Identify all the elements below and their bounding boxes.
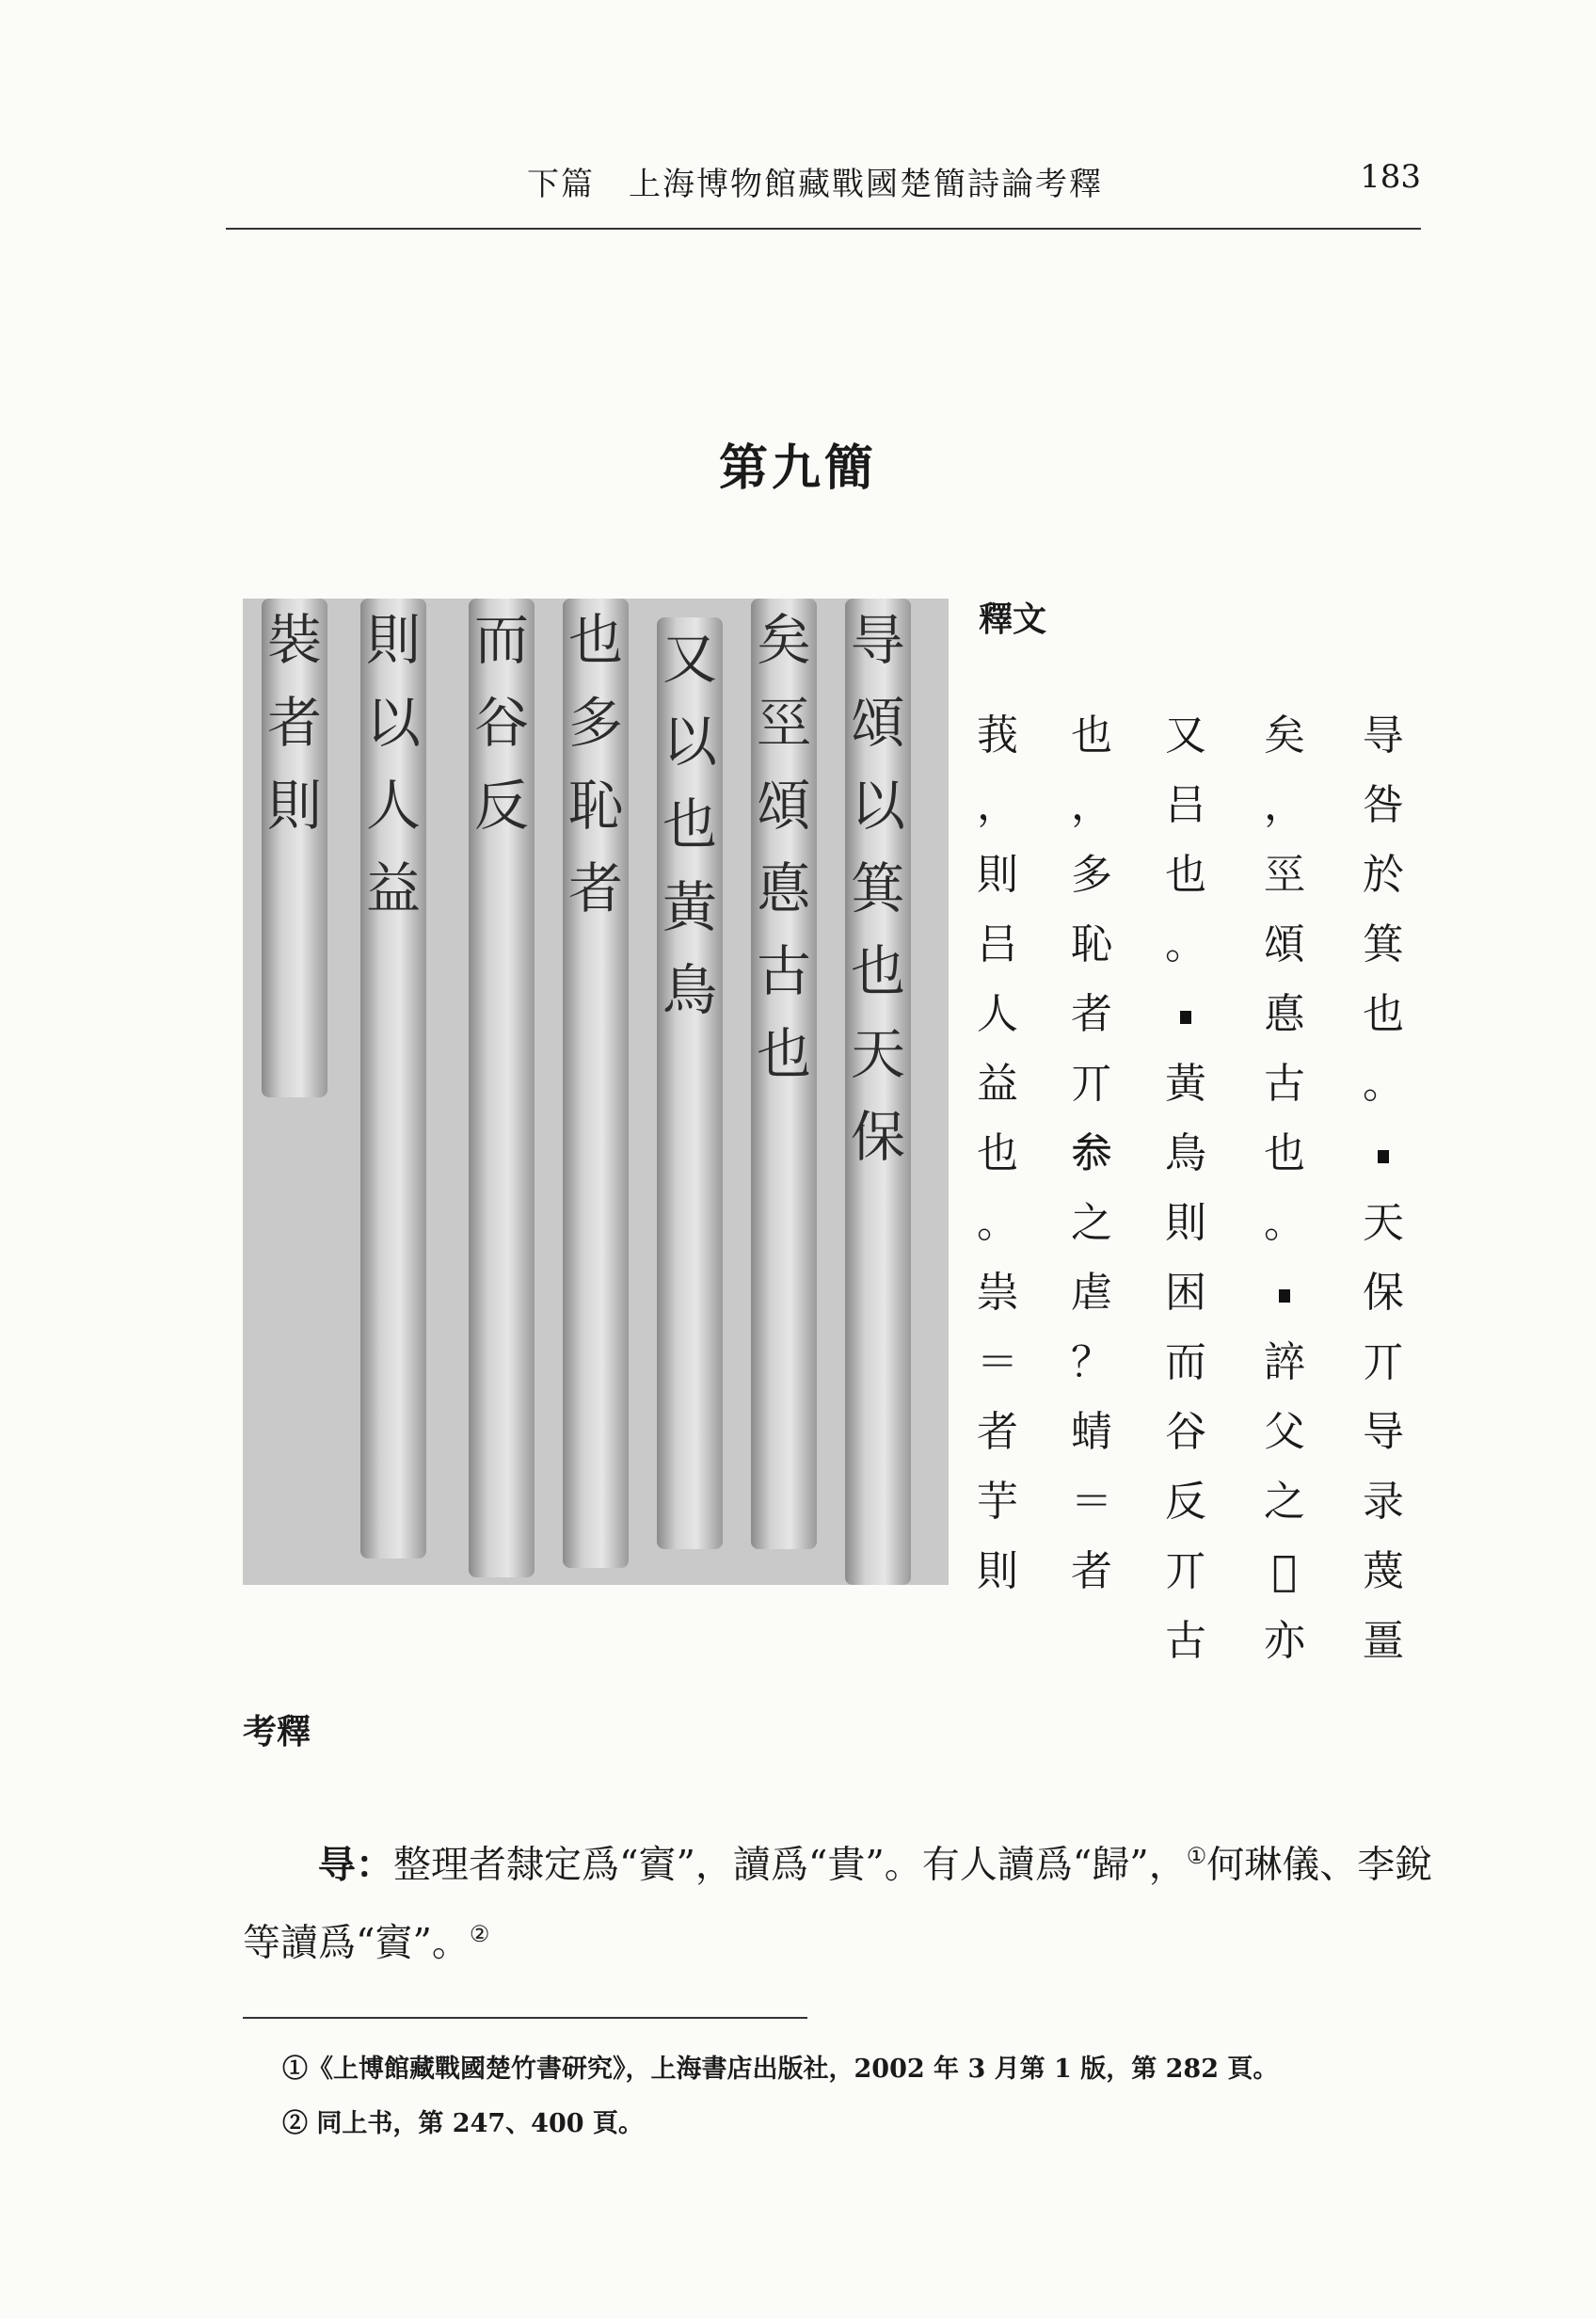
transcription-char: ， [977, 781, 1018, 829]
transcription-char: 父 [1264, 1408, 1305, 1456]
transcription-char: 吕 [977, 920, 1018, 968]
transcription-char: 录 [1363, 1478, 1404, 1526]
transcription-char: 恥 [1071, 920, 1112, 968]
transcription-char: 虐 [1071, 1269, 1112, 1317]
transcription-char: 𠫵 [1071, 1129, 1112, 1177]
transcription-char: 保 [1363, 1269, 1404, 1317]
transcription-char: 也 [977, 1129, 1018, 1177]
transcription-char: 者 [1071, 990, 1112, 1038]
slip-inscription: 裝 者 則 [266, 608, 322, 838]
transcription-char: 丌 [1363, 1338, 1404, 1386]
footnote-rule [243, 2017, 807, 2019]
transcription-char: 鳥 [1165, 1129, 1206, 1177]
commentary-heading: 考釋 [243, 1713, 311, 1751]
transcription-char: ＝ [977, 1338, 1018, 1386]
transcription-char: 者 [1071, 1547, 1112, 1595]
transcription-char: 蔑 [1363, 1547, 1404, 1595]
transcription-char: 莪 [977, 712, 1018, 760]
transcription-char: 亦 [1264, 1617, 1305, 1665]
transcription-char: 悳 [1264, 990, 1305, 1038]
transcription-char: 箕 [1363, 920, 1404, 968]
transcription-char: 則 [1165, 1199, 1206, 1247]
transcription-char: 又 [1165, 712, 1206, 760]
transcription-char: 而 [1165, 1338, 1206, 1386]
slip-inscription: 也 多 恥 者 [567, 608, 623, 920]
transcription-char: 谷 [1165, 1408, 1206, 1456]
transcription-char: 益 [977, 1060, 1018, 1108]
transcription-char: 天 [1363, 1199, 1404, 1247]
bamboo-slip [360, 599, 426, 1559]
transcription-char: 則 [977, 851, 1018, 899]
transcription-char: 反 [1165, 1478, 1206, 1526]
footnote-2: ② 同上书，第 247、400 頁。 [282, 2109, 644, 2138]
transcription-char: 誶 [1264, 1338, 1305, 1386]
transcription-char: ， [1264, 781, 1305, 829]
transcription-char: 丌 [1071, 1060, 1112, 1108]
transcription-char: 之 [1264, 1478, 1305, 1526]
transcription-char: 者 [977, 1408, 1018, 1456]
transcription-char: 㝵 [1363, 712, 1404, 760]
footnote-ref-2[interactable]: ② [469, 1921, 490, 1948]
section-mark [1355, 1119, 1412, 1189]
transcription-char: 。 [1165, 920, 1206, 968]
bamboo-slip [845, 599, 911, 1585]
slip-inscription: 㝵 頌 以 箕 也 天 保 [850, 608, 905, 1169]
transcription-char: 丌 [1165, 1547, 1206, 1595]
page-number: 183 [1360, 158, 1421, 196]
commentary-text-2: 何琳儀、李銳等讀爲“賨”。 [243, 1843, 1433, 1965]
footnotes [282, 2042, 1278, 2151]
transcription-char: 人 [977, 990, 1018, 1038]
transcription-char: 古 [1264, 1060, 1305, 1108]
transcription-char: 多 [1071, 851, 1112, 899]
slip-inscription: 又 以 也 黃 鳥 [662, 627, 717, 1022]
transcription-char: 也 [1363, 990, 1404, 1038]
section-mark [1157, 980, 1214, 1049]
slip-inscription: 矣 巠 頌 悳 古 也 [756, 608, 811, 1086]
transcription-char: 吕 [1165, 781, 1206, 829]
transcription-char: 蜻 [1071, 1408, 1112, 1456]
commentary-paragraph [243, 1821, 1438, 1978]
transcription-char: 。 [1363, 1060, 1404, 1108]
transcription-char: 則 [977, 1547, 1018, 1595]
slip-inscription: 而 谷 反 [473, 608, 529, 838]
transcription-char: 芋 [977, 1478, 1018, 1526]
bamboo-slip [657, 617, 723, 1549]
transcription-char: 。 [1264, 1199, 1305, 1247]
bamboo-slip [563, 599, 629, 1568]
footnote-ref-1[interactable]: ① [1186, 1843, 1207, 1869]
transcription-column [969, 701, 1026, 1607]
transcription-char: ？ [1071, 1338, 1112, 1386]
section-mark [1256, 1258, 1313, 1328]
transcription-char: 也 [1071, 712, 1112, 760]
transcription-column [1256, 701, 1313, 1676]
header-rule [226, 228, 1421, 230]
footnote-1: ①《上博館藏戰國楚竹書研究》，上海書店出版社，2002 年 3 月第 1 版，第 282 頁。 [282, 2055, 1279, 2084]
transcription-char: 咎 [1363, 781, 1404, 829]
commentary-text-1: 整理者隸定爲“賨”，讀爲“貴”。有人讀爲“歸”， [393, 1843, 1187, 1887]
transcription-heading: 釋文 [979, 600, 1047, 639]
bamboo-slips-photo [243, 599, 949, 1585]
transcription-char: 之 [1071, 1199, 1112, 1247]
transcription-char: 祟 [977, 1269, 1018, 1317]
transcription-char: 古 [1165, 1617, 1206, 1665]
transcription-char: 也 [1165, 851, 1206, 899]
bamboo-slip [262, 599, 327, 1097]
running-header [226, 158, 1421, 215]
bamboo-slip [751, 599, 817, 1549]
transcription-char: 矣 [1264, 712, 1305, 760]
transcription-char: 𧾭 [1271, 1547, 1298, 1595]
transcription-char: ， [1071, 781, 1112, 829]
section-title: 第九簡 [718, 440, 877, 497]
transcription-column [1157, 701, 1214, 1676]
header-title: 下篇 上海博物館藏戰國楚簡詩論考釋 [527, 166, 1103, 203]
transcription-char: 巠 [1264, 851, 1305, 899]
transcription-char: 。 [977, 1199, 1018, 1247]
transcription-char: 也 [1264, 1129, 1305, 1177]
transcription-char: 黃 [1165, 1060, 1206, 1108]
transcription-char: 困 [1165, 1269, 1206, 1317]
transcription-char: 导 [1363, 1408, 1404, 1456]
slip-inscription: 則 以 人 益 [365, 608, 421, 920]
transcription-column [1355, 701, 1412, 1676]
commentary-term: 㝵： [318, 1842, 393, 1887]
bamboo-slip [469, 599, 535, 1577]
transcription-column [1063, 701, 1120, 1607]
transcription-char: 畺 [1363, 1617, 1404, 1665]
transcription-char: 頌 [1264, 920, 1305, 968]
transcription-char: ＝ [1071, 1478, 1112, 1526]
transcription-char: 於 [1363, 851, 1404, 899]
